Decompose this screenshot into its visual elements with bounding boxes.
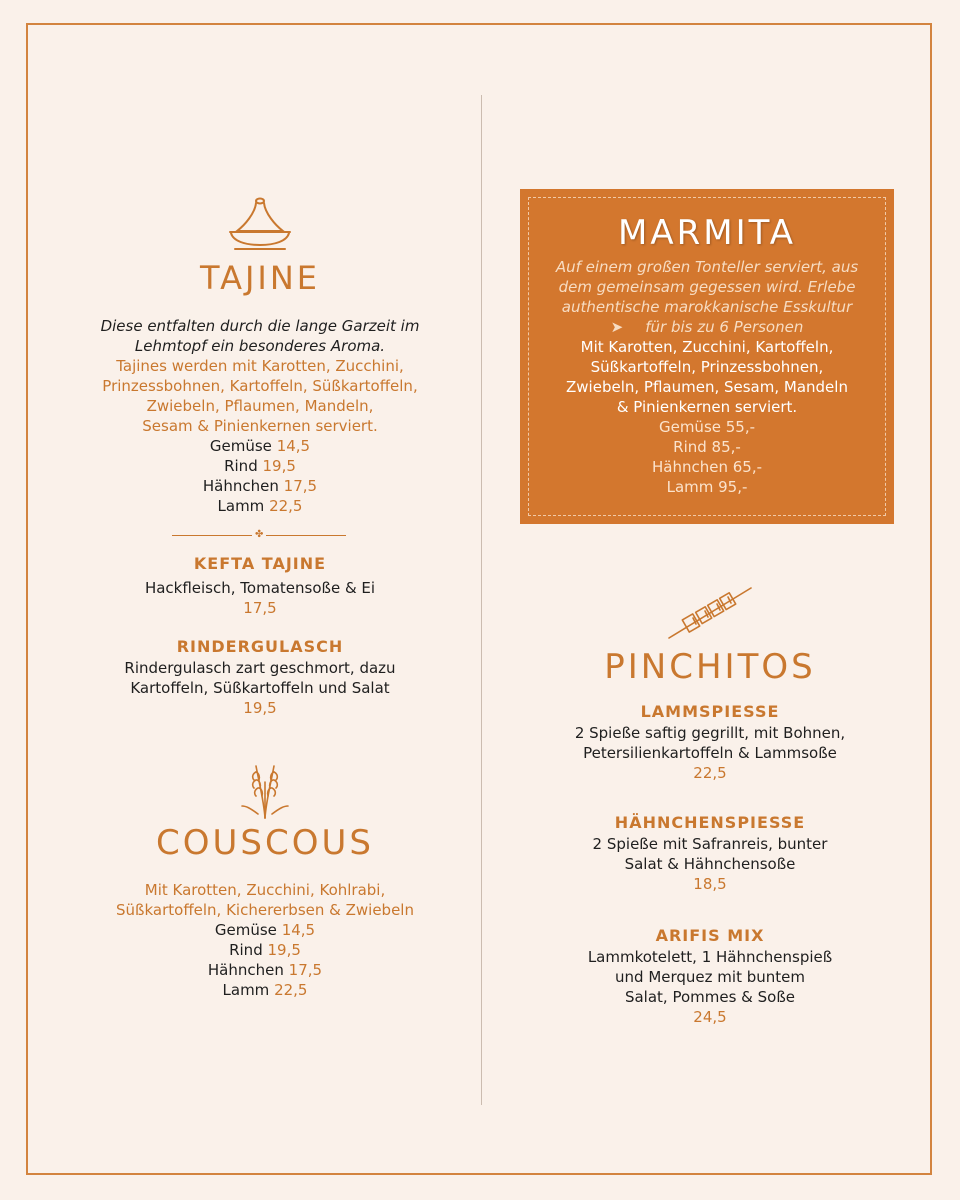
couscous-text bbox=[60, 880, 470, 1000]
lammspiesse-desc-1: 2 Spieße saftig gegrillt, mit Bohnen, bbox=[574, 724, 846, 742]
haehnchenspiesse-section bbox=[500, 812, 920, 894]
tajine-price-row: Lamm 22,5 bbox=[217, 497, 303, 515]
tajine-price-row: Hähnchen 17,5 bbox=[202, 477, 318, 495]
marmita-desc-2: Süßkartoffeln, Prinzessbohnen, bbox=[590, 358, 824, 376]
rindergulasch-desc-1: Rindergulasch zart geschmort, dazu bbox=[124, 659, 396, 677]
tajine-intro-2: Lehmtopf ein besonderes Aroma. bbox=[134, 337, 386, 355]
marmita-box bbox=[520, 189, 894, 524]
haehnchenspiesse-price: 18,5 bbox=[693, 875, 727, 893]
lammspiesse-title: LAMMSPIESSE bbox=[640, 702, 780, 721]
marmita-title: MARMITA bbox=[618, 213, 796, 253]
arifis-mix-desc-3: Salat, Pommes & Soße bbox=[624, 988, 796, 1006]
diamond-icon: ✤ bbox=[255, 529, 264, 540]
marmita-desc-3: Zwiebeln, Pflaumen, Sesam, Mandeln bbox=[566, 378, 848, 396]
haehnchenspiesse-desc-2: Salat & Hähnchensoße bbox=[624, 855, 796, 873]
kefta-title: KEFTA TAJINE bbox=[193, 554, 327, 573]
tajine-desc-1: Tajines werden mit Karotten, Zucchini, bbox=[116, 357, 404, 375]
arrow-icon: ➤ bbox=[610, 318, 624, 336]
rindergulasch-price: 19,5 bbox=[243, 699, 277, 717]
rindergulasch-section bbox=[60, 636, 460, 718]
column-divider bbox=[481, 95, 482, 1105]
kefta-desc: Hackfleisch, Tomatensoße & Ei bbox=[144, 579, 376, 597]
tajine-desc-2: Prinzessbohnen, Kartoffeln, Süßkartoffeln, bbox=[102, 377, 418, 395]
lammspiesse-section bbox=[500, 701, 920, 783]
tajine-title: TAJINE bbox=[200, 259, 320, 297]
couscous-price-row: Gemüse 14,5 bbox=[214, 921, 316, 939]
rindergulasch-title: RINDERGULASCH bbox=[176, 637, 344, 656]
lammspiesse-desc-2: Petersilienkartoffeln & Lammsoße bbox=[583, 744, 837, 762]
marmita-price: Rind 85,- bbox=[673, 438, 741, 456]
tajine-intro-1: Diese entfalten durch die lange Garzeit im bbox=[100, 317, 420, 335]
couscous-title: COUSCOUS bbox=[156, 823, 374, 863]
marmita-desc-1: Mit Karotten, Zucchini, Kartoffeln, bbox=[580, 338, 834, 356]
tajine-desc-3: Zwiebeln, Pflaumen, Mandeln, bbox=[146, 397, 374, 415]
marmita-intro-3: authentische marokkanische Esskultur bbox=[561, 298, 853, 316]
marmita-price: Lamm 95,- bbox=[666, 478, 748, 496]
tajine-text bbox=[60, 316, 460, 516]
couscous-price-row: Rind 19,5 bbox=[229, 941, 301, 959]
couscous-section bbox=[60, 762, 470, 866]
wheat-icon bbox=[240, 762, 290, 820]
haehnchenspiesse-title: HÄHNCHENSPIESSE bbox=[614, 813, 806, 832]
tajine-price-row: Gemüse 14,5 bbox=[209, 437, 311, 455]
marmita-price: Hähnchen 65,- bbox=[651, 458, 762, 476]
arifis-mix-section bbox=[500, 925, 920, 1027]
arifis-mix-title: ARIFIS MIX bbox=[655, 926, 765, 945]
pinchitos-title: PINCHITOS bbox=[604, 647, 816, 687]
tajine-pot-icon bbox=[225, 195, 295, 255]
marmita-persons: ➤ für bis zu 6 Personen bbox=[610, 318, 804, 336]
marmita-intro-2: dem gemeinsam gegessen wird. Erlebe bbox=[558, 278, 856, 296]
marmita-intro-1: Auf einem großen Tonteller serviert, aus bbox=[555, 258, 859, 276]
arifis-mix-price: 24,5 bbox=[693, 1008, 727, 1026]
skewer-icon bbox=[665, 582, 755, 644]
pinchitos-section bbox=[500, 582, 920, 690]
arifis-mix-desc-1: Lammkotelett, 1 Hähnchenspieß bbox=[587, 948, 833, 966]
marmita-price: Gemüse 55,- bbox=[658, 418, 756, 436]
couscous-price-row: Hähnchen 17,5 bbox=[207, 961, 323, 979]
kefta-price: 17,5 bbox=[243, 599, 277, 617]
couscous-desc-2: Süßkartoffeln, Kichererbsen & Zwiebeln bbox=[116, 901, 414, 919]
lammspiesse-price: 22,5 bbox=[693, 764, 727, 782]
arifis-mix-desc-2: und Merquez mit buntem bbox=[615, 968, 805, 986]
couscous-desc-1: Mit Karotten, Zucchini, Kohlrabi, bbox=[144, 881, 386, 899]
kefta-section bbox=[60, 553, 460, 618]
ornament-divider bbox=[172, 529, 346, 540]
marmita-desc-4: & Pinienkernen serviert. bbox=[616, 398, 798, 416]
rindergulasch-desc-2: Kartoffeln, Süßkartoffeln und Salat bbox=[130, 679, 390, 697]
haehnchenspiesse-desc-1: 2 Spieße mit Safranreis, bunter bbox=[592, 835, 828, 853]
tajine-price-row: Rind 19,5 bbox=[224, 457, 296, 475]
couscous-price-row: Lamm 22,5 bbox=[222, 981, 308, 999]
tajine-desc-4: Sesam & Pinienkernen serviert. bbox=[142, 417, 378, 435]
tajine-section bbox=[60, 195, 460, 299]
